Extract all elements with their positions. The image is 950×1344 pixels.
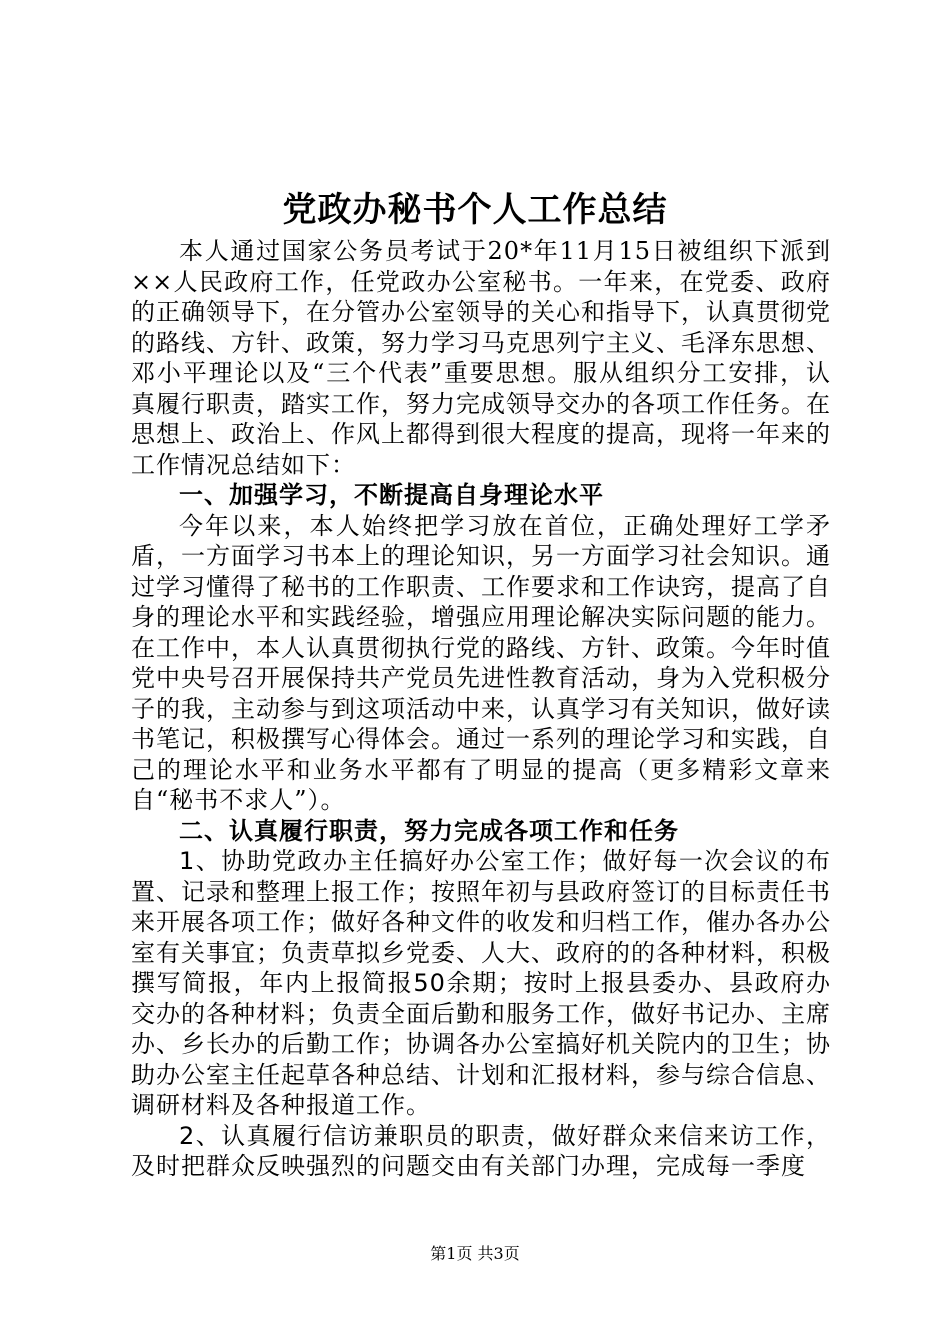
section-heading-2: 二、认真履行职责，努力完成各项工作和任务 — [179, 816, 679, 845]
section-2-item-2: 2、认真履行信访兼职员的职责，做好群众来信来访工作，及时把群众反映强烈的问题交由有关部门办理，完成每一季度 — [131, 1121, 831, 1180]
intro-paragraph: 本人通过国家公务员考试于20*年11月15日被组织下派到××人民政府工作，任党政办公室秘书。一年来，在党委、政府的正确领导下，在分管办公室领导的关心和指导下，认真贯彻党的路线、方针、政策，努力学习马克思列宁主义、毛泽东思想、邓小平理论以及“三个代表”重要思想。服从组织分工安排，认真履行职责，踏实工作，努力完成领导交办的各项工作任务。在思想上、政治上、作风上都得到很大程度的提高，现将一年来的工作情况总结如下： — [131, 237, 831, 479]
document-body — [131, 236, 831, 1182]
page-footer: 第1页 共3页 — [430, 1244, 520, 1263]
section-1-paragraph: 今年以来，本人始终把学习放在首位，正确处理好工学矛盾，一方面学习书本上的理论知识，另一方面学习社会知识。通过学习懂得了秘书的工作职责、工作要求和工作诀窍，提高了自身的理论水平和实践经验，增强应用理论解决实际问题的能力。在工作中，本人认真贯彻执行党的路线、方针、政策。今年时值党中央号召开展保持共产党员先进性教育活动，身为入党积极分子的我，主动参与到这项活动中来，认真学习有关知识，做好读书笔记，积极撰写心得体会。通过一系列的理论学习和实践，自己的理论水平和业务水平都有了明显的提高（更多精彩文章来自“秘书不求人”）。 — [131, 511, 831, 814]
section-2-item-1: 1、协助党政办主任搞好办公室工作；做好每一次会议的布置、记录和整理上报工作；按照年初与县政府签订的目标责任书来开展各项工作；做好各种文件的收发和归档工作，催办各办公室有关事宜；负责草拟乡党委、人大、政府的的各种材料，积极撰写简报，年内上报简报50余期；按时上报县委办、县政府办交办的各种材料；负责全面后勤和服务工作，做好书记办、主席办、乡长办的后勤工作；协调各办公室搞好机关院内的卫生；协助办公室主任起草各种总结、计划和汇报材料，参与综合信息、调研材料及各种报道工作。 — [131, 847, 831, 1119]
section-heading-1: 一、加强学习，不断提高自身理论水平 — [179, 481, 604, 509]
document-title: 党政办秘书个人工作总结 — [282, 190, 668, 230]
